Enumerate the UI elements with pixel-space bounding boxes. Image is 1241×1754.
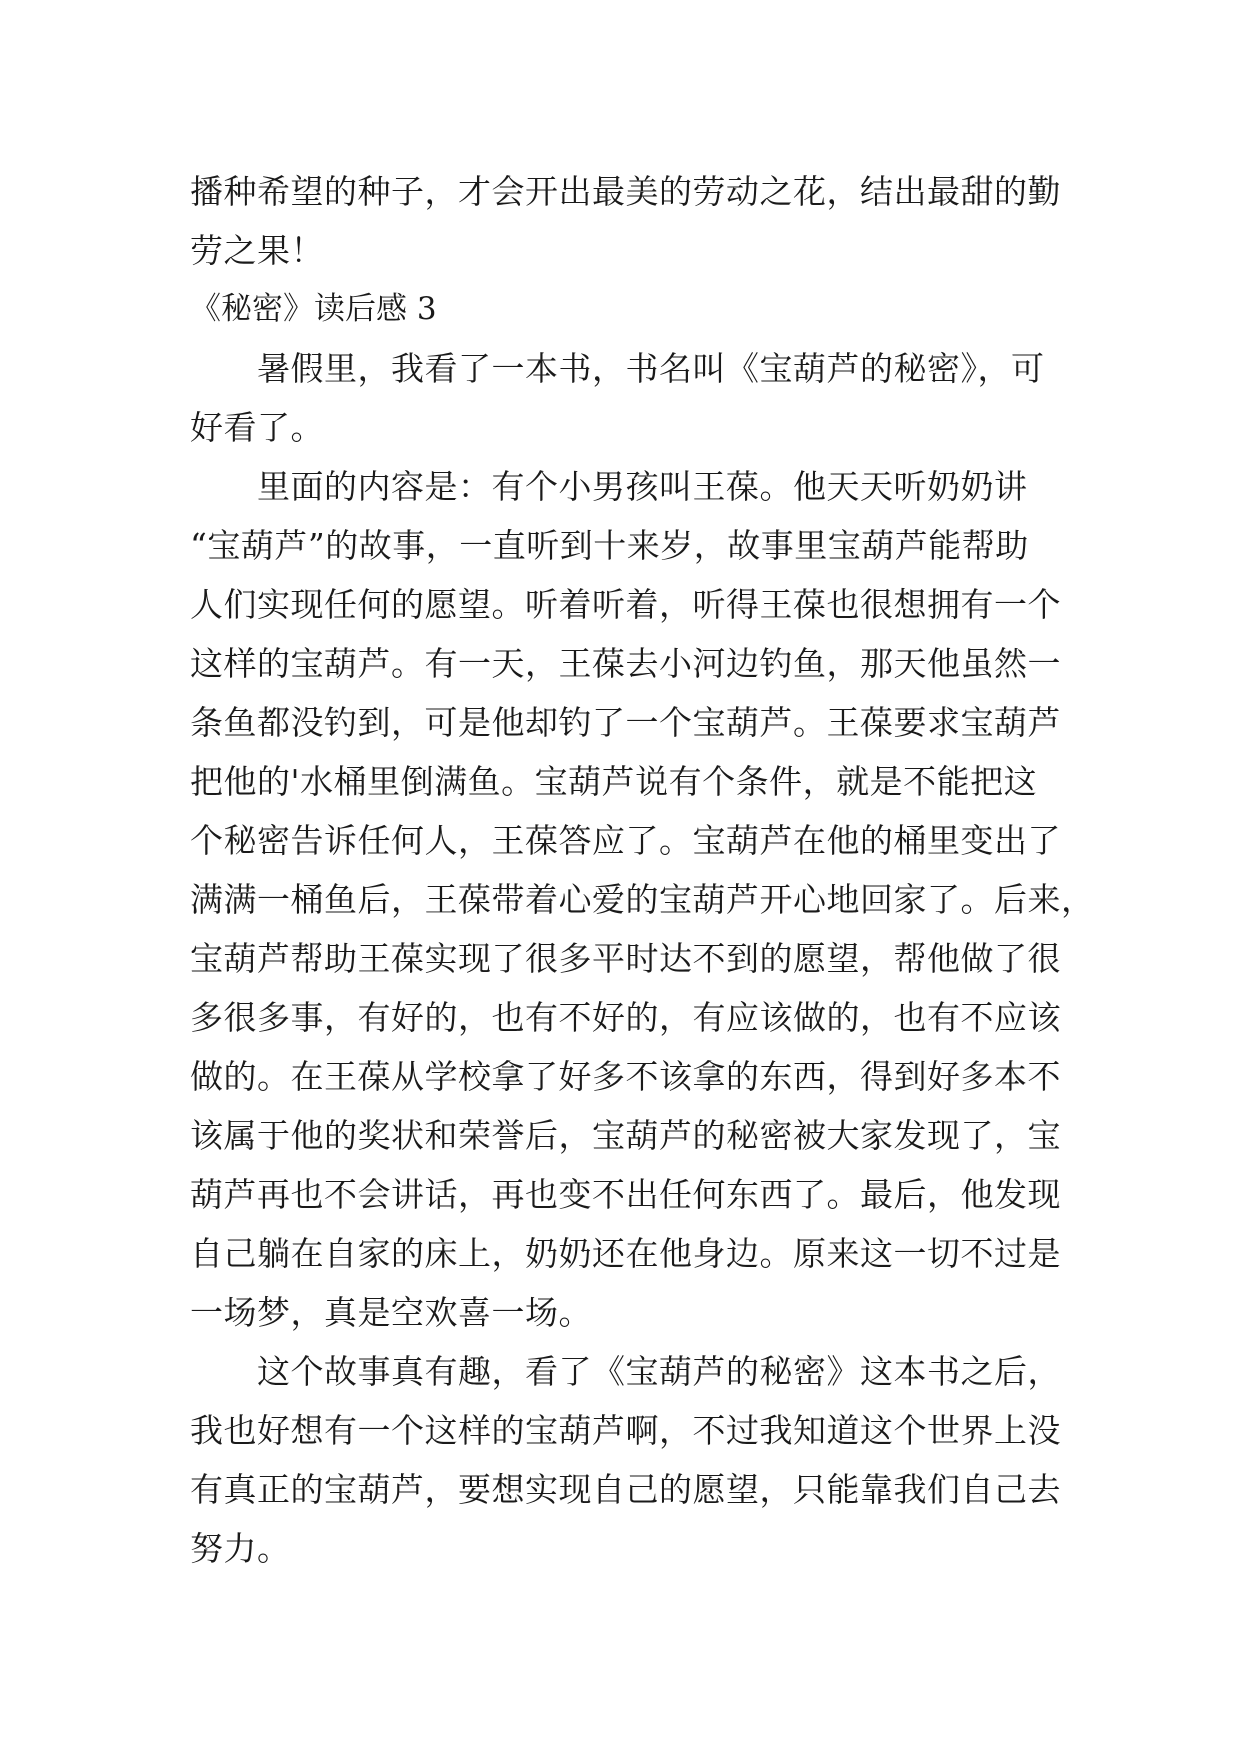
text-line: 条鱼都没钓到，可是他却钓了一个宝葫芦。王葆要求宝葫芦 (190, 703, 1061, 742)
text-line: 一场梦，真是空欢喜一场。 (190, 1293, 592, 1332)
text-line: 个秘密告诉任何人，王葆答应了。宝葫芦在他的桶里变出了 (190, 821, 1061, 860)
document-body (190, 162, 1095, 1578)
text-line: 满满一桶鱼后，王葆带着心爱的宝葫芦开心地回家了。后来， (190, 880, 1095, 919)
text-line: 努力。 (190, 1529, 291, 1568)
text-line: 人们实现任何的愿望。听着听着，听得王葆也很想拥有一个 (190, 585, 1061, 624)
text-line: 有真正的宝葫芦，要想实现自己的愿望，只能靠我们自己去 (190, 1470, 1061, 1509)
text-line: 把他的'水桶里倒满鱼。宝葫芦说有个条件，就是不能把这 (190, 762, 1038, 801)
text-line: 葫芦再也不会讲话，再也变不出任何东西了。最后，他发现 (190, 1175, 1061, 1214)
text-line: 多很多事，有好的，也有不好的，有应该做的，也有不应该 (190, 998, 1061, 1037)
text-line: 劳之果！ (190, 231, 324, 270)
text-line: 播种希望的种子，才会开出最美的劳动之花，结出最甜的勤 (190, 172, 1061, 211)
section-heading: 《秘密》读后感 3 (190, 291, 437, 327)
text-line: 我也好想有一个这样的宝葫芦啊，不过我知道这个世界上没 (190, 1411, 1061, 1450)
text-line: 里面的内容是：有个小男孩叫王葆。他天天听奶奶讲 (190, 467, 1028, 506)
text-line: 自己躺在自家的床上，奶奶还在他身边。原来这一切不过是 (190, 1234, 1061, 1273)
text-line: 暑假里，我看了一本书，书名叫《宝葫芦的秘密》，可 (190, 349, 1045, 388)
text-line: 该属于他的奖状和荣誉后，宝葫芦的秘密被大家发现了，宝 (190, 1116, 1061, 1155)
text-line: 这样的宝葫芦。有一天，王葆去小河边钓鱼，那天他虽然一 (190, 644, 1061, 683)
text-line: 好看了。 (190, 408, 324, 447)
text-line: 这个故事真有趣，看了《宝葫芦的秘密》这本书之后， (190, 1352, 1061, 1391)
text-line: “宝葫芦”的故事，一直听到十来岁，故事里宝葫芦能帮助 (190, 526, 1029, 565)
text-line: 做的。在王葆从学校拿了好多不该拿的东西，得到好多本不 (190, 1057, 1061, 1096)
text-line: 宝葫芦帮助王葆实现了很多平时达不到的愿望，帮他做了很 (190, 939, 1061, 978)
